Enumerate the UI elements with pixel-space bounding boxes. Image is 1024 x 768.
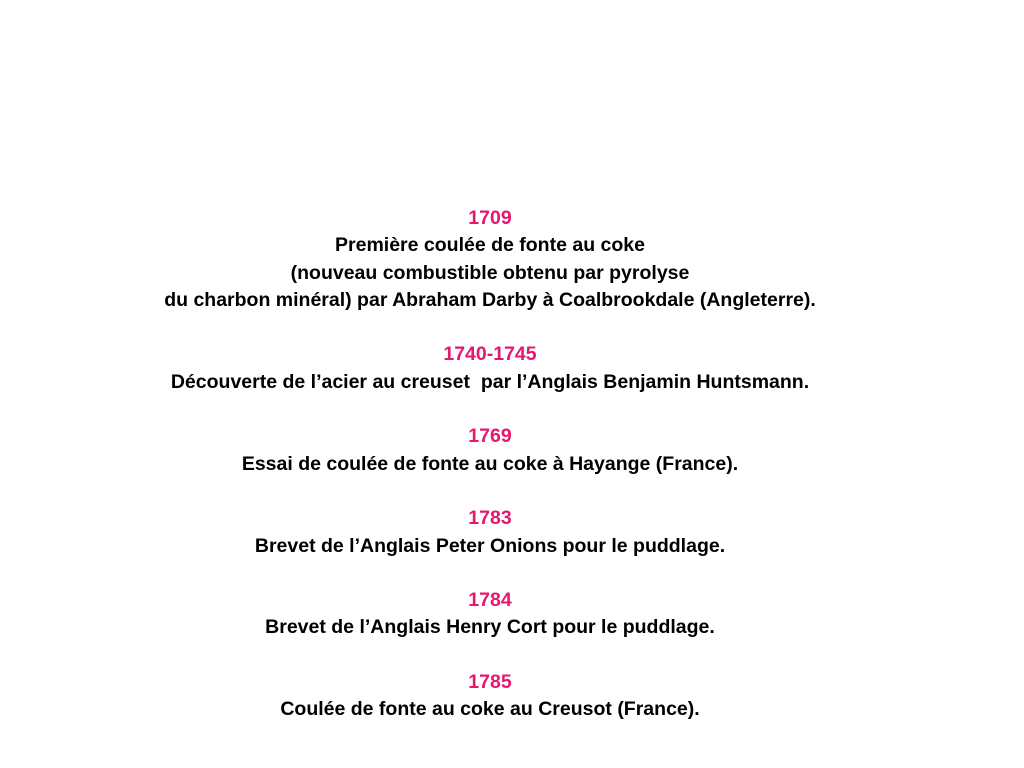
entry-year: 1784 — [468, 589, 512, 612]
timeline-entry-1769 — [0, 423, 980, 478]
entry-year: 1740-1745 — [443, 343, 537, 366]
timeline-entry-1709 — [0, 205, 980, 314]
timeline — [0, 205, 980, 751]
entry-description-line: Coulée de fonte au coke au Creusot (France). — [280, 698, 700, 721]
entry-year: 1769 — [468, 425, 512, 448]
entry-description-line: Brevet de l’Anglais Peter Onions pour le puddlage. — [254, 534, 726, 557]
entry-description-line: (nouveau combustible obtenu par pyrolyse — [290, 261, 690, 284]
entry-description-line: Essai de coulée de fonte au coke à Hayange (France). — [241, 452, 739, 475]
entry-year: 1783 — [468, 507, 512, 530]
timeline-entry-1785 — [0, 669, 980, 724]
entry-description-line: Brevet de l’Anglais Henry Cort pour le puddlage. — [265, 616, 715, 639]
entry-description-line: du charbon minéral) par Abraham Darby à Coalbrookdale (Angleterre). — [164, 288, 816, 311]
entry-year: 1785 — [468, 671, 512, 694]
entry-year: 1709 — [468, 207, 512, 229]
timeline-entry-1740-1745 — [0, 341, 980, 396]
timeline-entry-1784 — [0, 587, 980, 642]
entry-description-line: Première coulée de fonte au coke — [335, 234, 645, 257]
timeline-entry-1783 — [0, 505, 980, 560]
entry-description-line: Découverte de l’acier au creuset par l’Anglais Benjamin Huntsmann. — [170, 370, 810, 393]
